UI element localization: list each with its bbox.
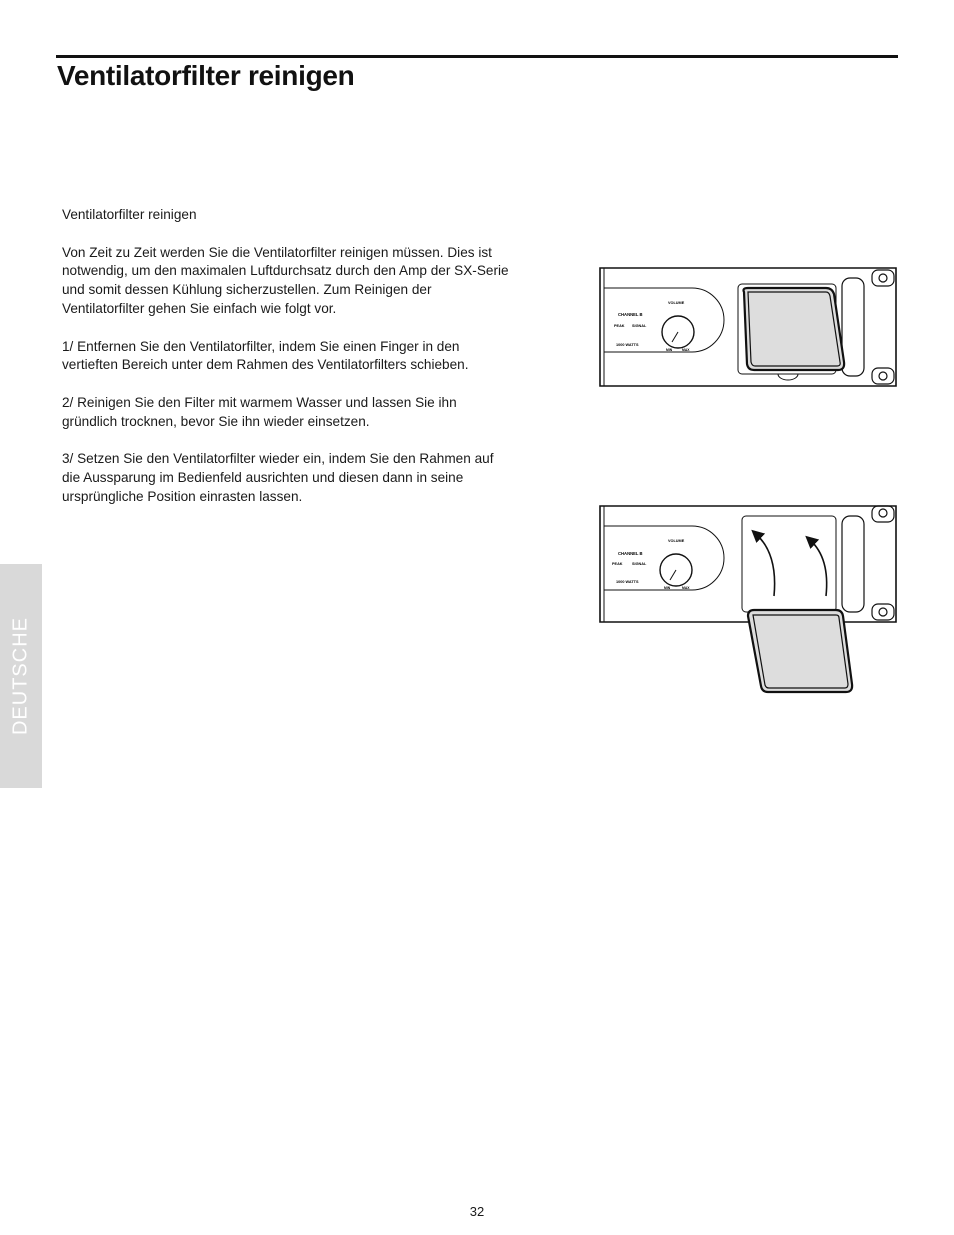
signal-label: SIGNAL <box>632 562 647 566</box>
step-2: 2/ Reinigen Sie den Filter mit warmem Wasser und lassen Sie ihn gründlich trocknen, bevor Sie ihn wieder einsetzen. <box>62 394 457 429</box>
rack-ear-top <box>872 270 894 286</box>
insert-arrow-right <box>810 540 827 596</box>
watts-label: 1000 WATTS <box>616 580 639 584</box>
handle-slot <box>842 516 864 612</box>
top-rule <box>56 55 898 58</box>
step-3: 3/ Setzen Sie den Ventilatorfilter wieder ein, indem Sie den Rahmen auf die Aussparung im Bedienfeld ausrichten und diesen dann in seine ursprüngliche Position einrasten lassen. <box>62 451 494 504</box>
watts-label: 1000 WATTS <box>616 343 639 347</box>
page-title: Ventilatorfilter reinigen <box>57 60 355 91</box>
insert-arrow-left <box>756 534 775 596</box>
peak-label: PEAK <box>612 562 623 566</box>
min-label: MIN <box>666 348 673 352</box>
rack-ear-bottom <box>872 368 894 384</box>
max-label: MAX <box>682 586 690 590</box>
figure-filter-reinsert <box>596 500 900 700</box>
handle-slot <box>842 278 864 376</box>
channel-label: CHANNEL B <box>618 551 643 556</box>
signal-label: SIGNAL <box>632 324 647 328</box>
peak-label: PEAK <box>614 324 625 328</box>
volume-label: VOLUME <box>668 539 685 543</box>
filter-recess <box>742 516 836 612</box>
intro-paragraph: Von Zeit zu Zeit werden Sie die Ventilatorfilter reinigen müssen. Dies ist notwendig, um den maximalen Luftdurchsatz durch den Amp der SX-Serie und somit dessen Kühlung sicherzustellen. Zum Reinigen der Ventilatorfilter gehen Sie einfach wie folgt vor. <box>62 244 509 316</box>
rack-ear-top <box>872 506 894 522</box>
figure-filter-removal <box>596 262 900 392</box>
min-label: MIN <box>664 586 671 590</box>
max-label: MAX <box>682 348 690 352</box>
section-heading: Ventilatorfilter reinigen <box>62 207 197 222</box>
fan-filter <box>744 288 845 370</box>
volume-label: VOLUME <box>668 301 685 305</box>
channel-label: CHANNEL B <box>618 312 643 317</box>
body-text <box>62 206 512 526</box>
rack-ear-bottom <box>872 604 894 620</box>
page-number: 32 <box>469 1204 485 1219</box>
language-tab-label: DEUTSCHE <box>9 616 32 736</box>
language-tab <box>0 564 42 788</box>
step-1: 1/ Entfernen Sie den Ventilatorfilter, indem Sie einen Finger in den vertieften Bereich unter dem Rahmen des Ventilatorfilters schieben. <box>62 338 469 373</box>
